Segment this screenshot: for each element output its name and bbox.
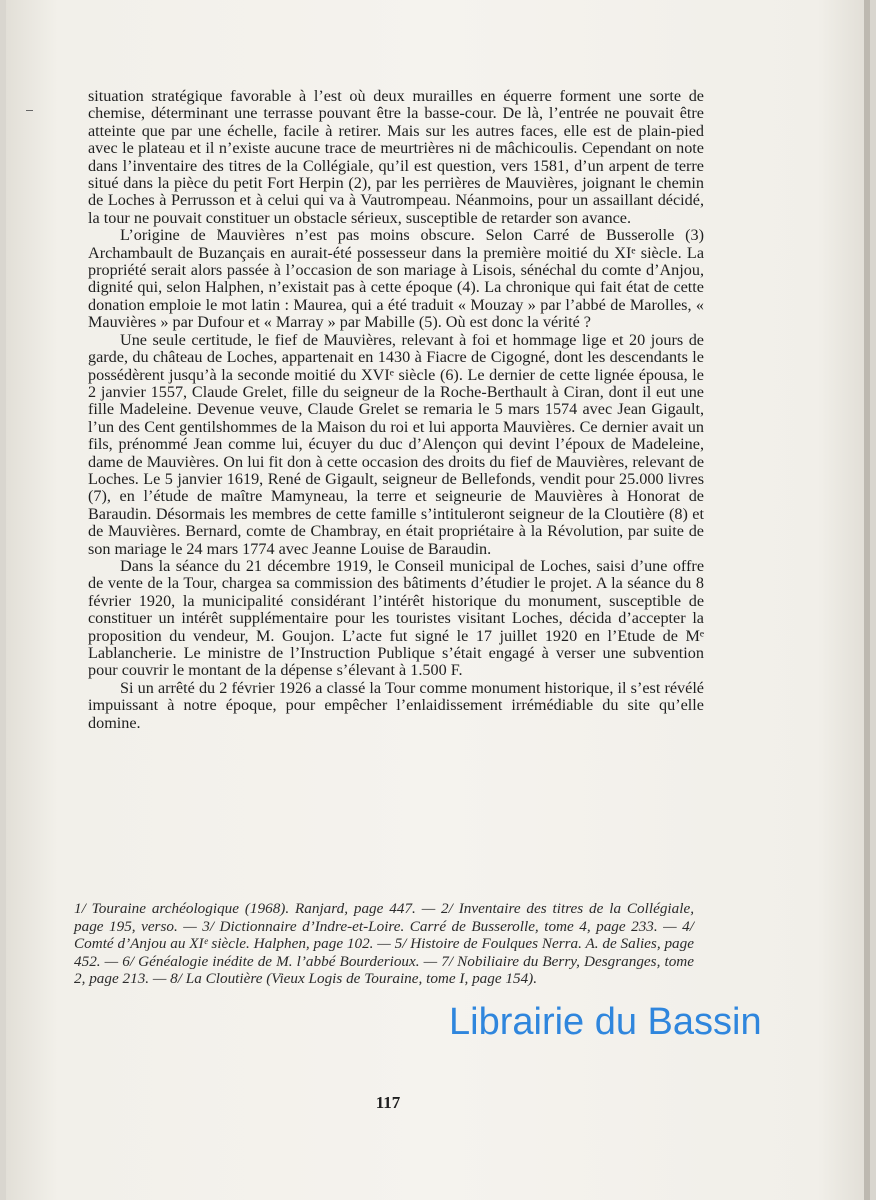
paragraph-2: L’origine de Mauvières n’est pas moins obscure. Selon Carré de Busserolle (3) Archambault de Buzançais en aurait-été possesseur dans la première moitié du XIᵉ siècle. La propriété serait alors passée à l’occasion de son mariage à Lisois, sénéchal du comte d’Anjou, dignité qui, selon Halphen, n’existait pas à cette époque (4). La chronique qui fait état de cette donation emploie le mot latin : Maurea, qui a été traduit « Mouzay » par l’abbé de Marolles, « Mauvières » par Dufour et « Marray » par Mabille (5). Où est donc la vérité ? <box>88 226 704 332</box>
footnotes <box>74 900 694 988</box>
paragraph-4: Dans la séance du 21 décembre 1919, le Conseil municipal de Loches, saisi d’une offre de vente de la Tour, chargea sa commission des bâtiments d’étudier le projet. A la séance du 8 février 1920, la municipalité considérant l’intérêt historique du monument, susceptible de constituer un intérêt supplémentaire pour les touristes visitant Loches, décida d’accepter la proposition du vendeur, M. Goujon. L’acte fut signé le 17 juillet 1920 en l’Etude de Mᵉ Lablancherie. Le ministre de l’Instruction Publique s’était engagé à verser une subvention pour couvrir le montant de la dépense s’élevant à 1.500 F. <box>88 556 704 680</box>
paragraph-5: Si un arrêté du 2 février 1926 a classé la Tour comme monument historique, il s’est révélé impuissant à notre époque, pour empêcher l’enlaidissement irrémédiable du site qu’elle domine. <box>88 678 704 732</box>
paragraph-3: Une seule certitude, le fief de Mauvières, relevant à foi et hommage lige et 20 jours de garde, du château de Loches, appartenait en 1430 à Fiacre de Cigogné, dont les descendants le possédèrent jusqu’à la seconde moitié du XVIᵉ siècle (6). Le dernier de cette lignée épousa, le 2 janvier 1557, Claude Grelet, fille du seigneur de la Roche-Berthault à Ciran, dont il eut une fille Madeleine. Devenue veuve, Claude Grelet se remaria le 5 mars 1574 avec Jean Gigault, l’un des Cent gentilshommes de la Maison du roi et lui apporta Mauvières. Ce dernier avait un fils, prénommé Jean comme lui, écuyer du duc d’Alençon qui devint l’époux de Madeleine, dame de Mauvières. On lui fit don à cette occasion des droits du fief de Mauvières, relevant de Loches. Le 5 janvier 1619, René de Gigault, seigneur de Bellefonds, vendit pour 25.000 livres (7), en l’étude de maître Mamyneau, la terre et seigneurie de Mauvières à Honorat de Baraudin. Désormais les membres de cette famille s’intituleront seigneur de la Cloutière (8) et de Mauvières. Bernard, comte de Chambray, en était propriétaire à la Révolution, par suite de son mariage le 24 mars 1774 avec Jeanne Louise de Baraudin. <box>88 330 704 558</box>
watermark-text: Librairie du Bassin <box>449 1001 762 1043</box>
footnotes-text: 1/ Touraine archéologique (1968). Ranjard, page 447. — 2/ Inventaire des titres de la Collégiale, page 195, verso. — 3/ Dictionnaire d’Indre-et-Loire. Carré de Busserolle, tome 4, page 233. — 4/ Comté d’Anjou au XIᵉ siècle. Halphen, page 102. — 5/ Histoire de Foulques Nerra. A. de Salies, page 452. — 6/ Généalogie inédite de M. l’abbé Bourderioux. — 7/ Nobiliaire du Berry, Desgranges, tome 2, page 213. — 8/ La Cloutière (Vieux Logis de Touraine, tome I, page 154). <box>74 900 694 987</box>
page-number: 117 <box>375 1093 401 1112</box>
paragraph-1: situation stratégique favorable à l’est où deux murailles en équerre forment une sorte de chemise, déterminant une terrasse pouvant être la basse-cour. De là, l’entrée ne pouvait être atteinte que par une échelle, facile à retirer. Mais sur les autres faces, elle est de plain-pied avec le plateau et il n’existe aucune trace de meurtrières ni de mâchicoulis. Cependant on note dans l’inventaire des titres de la Collégiale, qu’il est question, vers 1581, d’un arpent de terre situé dans la pièce du petit Fort Herpin (2), par les perrières de Mauvières, joignant le chemin de Loches à Perrusson et à celui qui va à Vautrompeau. Néanmoins, pour un assaillant décidé, la tour ne pouvait constituer un obstacle sérieux, susceptible de retarder son avance. <box>88 87 704 227</box>
page-edge <box>864 0 870 1200</box>
margin-mark <box>26 110 33 111</box>
body-text <box>88 88 704 732</box>
book-page <box>6 0 870 1200</box>
